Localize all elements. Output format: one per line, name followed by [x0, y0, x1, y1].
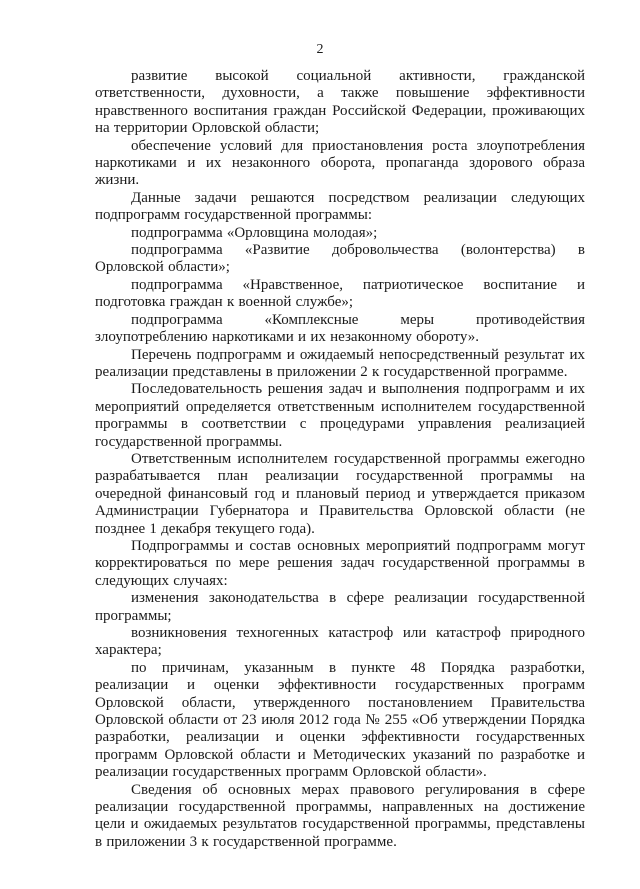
paragraph: Ответственным исполнителем государственной программы ежегодно разрабатывается план реализации государственной программы на очередной финансовый год и плановый период и утверждается приказом Администрации Губернатора и Правительства Орловской области (не позднее 1 декабря текущего года).: [95, 450, 585, 537]
paragraph: по причинам, указанным в пункте 48 Порядка разработки, реализации и оценки эффективности государственных программ Орловской области, утвержденного постановлением Правительства Орловской области от 23 июля 2012 года № 255 «Об утверждении Порядка разработки, реализации и оценки эффективности государственных программ Орловской области и Методических указаний по разработке и реализации государственных программ Орловской области».: [95, 659, 585, 781]
page-number: 2: [316, 42, 324, 57]
paragraph: Перечень подпрограмм и ожидаемый непосредственный результат их реализации представлены в приложении 2 к государственной программе.: [95, 346, 585, 380]
paragraph: Сведения об основных мерах правового регулирования в сфере реализации государственной программы, направленных на достижение цели и ожидаемых результатов государственной программы, представлены в приложении 3 к государственной программе.: [95, 781, 585, 850]
paragraph: подпрограмма «Нравственное, патриотическое воспитание и подготовка граждан к военной службе»;: [95, 276, 585, 311]
paragraph: развитие высокой социальной активности, гражданской ответственности, духовности, а также повышение эффективности нравственного воспитания граждан Российской Федерации, проживающих на территории Орловской области;: [95, 68, 585, 137]
paragraph: подпрограмма «Орловщина молодая»;: [131, 224, 378, 241]
paragraph: изменения законодательства в сфере реализации государственной программы;: [95, 590, 585, 624]
document-body: [95, 68, 585, 851]
paragraph: Данные задачи решаются посредством реализации следующих подпрограмм государственной программы:: [95, 189, 585, 224]
paragraph: Подпрограммы и состав основных мероприятий подпрограмм могут корректироваться по мере решения задач государственной программы в следующих случаях:: [95, 537, 585, 589]
paragraph: Последовательность решения задач и выполнения подпрограмм и их мероприятий определяется ответственным исполнителем государственной программы в соответствии с процедурами управления реализацией государственной программы.: [95, 381, 585, 450]
paragraph: обеспечение условий для приостановления роста злоупотребления наркотиками и их незаконного оборота, пропаганда здорового образа жизни.: [95, 137, 585, 189]
paragraph: подпрограмма «Развитие добровольчества (волонтерства) в Орловской области»;: [95, 242, 585, 276]
paragraph: возникновения техногенных катастроф или катастроф природного характера;: [95, 625, 585, 659]
paragraph: подпрограмма «Комплексные меры противодействия злоупотреблению наркотиками и их незаконному обороту».: [95, 311, 585, 346]
